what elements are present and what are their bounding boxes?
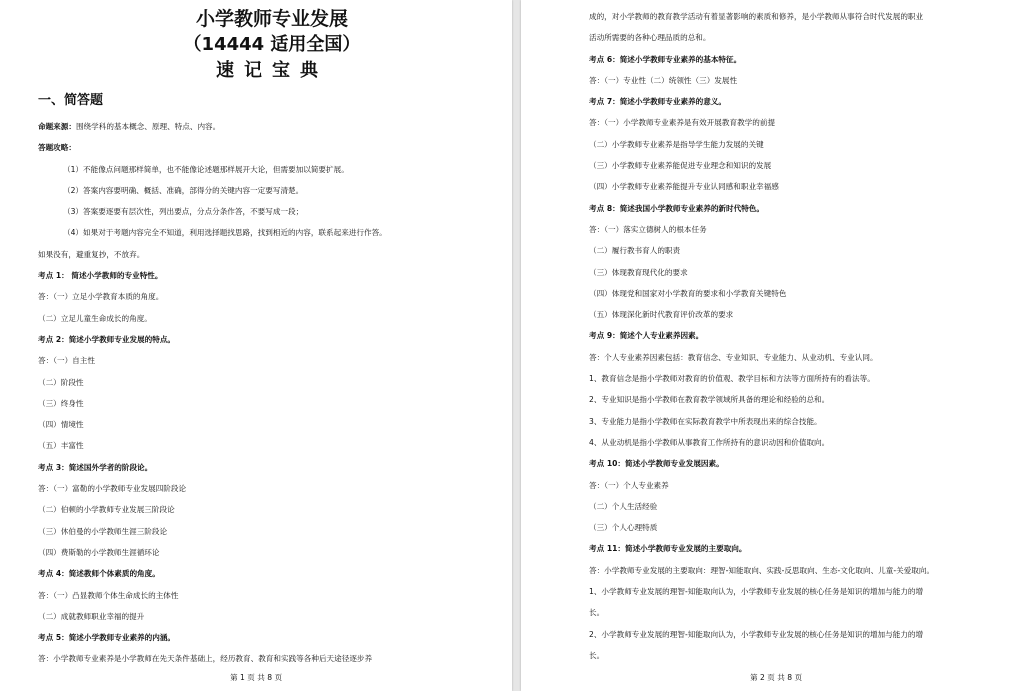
line-text: 4、从业动机是指小学教师从事教育工作所持有的意识动因和价值取向。 bbox=[589, 437, 830, 447]
line-text: 答：小学教师专业素养是小学教师在先天条件基础上，经历教育、教育和实践等各种后天途径逐步养 bbox=[38, 654, 373, 664]
line-text: 考点 10：简述小学教师专业发展因素。 bbox=[589, 459, 724, 469]
line-text: （三）体现教育现代化的要求 bbox=[589, 267, 688, 277]
line-text: 如果没有，避重复抄，不放弃。 bbox=[38, 249, 145, 259]
line-text: 2、专业知识是指小学教师在教育教学领域所具备的理论和经验的总和。 bbox=[589, 395, 830, 405]
text-line bbox=[38, 137, 506, 158]
document-title-suffix: 速记宝典 bbox=[216, 60, 328, 81]
text-line bbox=[589, 134, 1029, 155]
text-line bbox=[38, 478, 506, 499]
section-heading: 一、简答题 bbox=[38, 93, 104, 108]
text-line bbox=[38, 372, 506, 393]
text-line bbox=[38, 308, 506, 329]
text-line bbox=[589, 624, 1029, 645]
line-text: 答：（一）落实立德树人的根本任务 bbox=[589, 224, 707, 234]
line-text: 成的，对小学教师的教育教学活动有着显著影响的素质和修养，是小学教师从事符合时代发展的职业 bbox=[589, 12, 924, 21]
page-1-content bbox=[38, 6, 506, 670]
text-line bbox=[589, 112, 1029, 133]
text-line bbox=[589, 581, 1029, 602]
page-1-lines bbox=[38, 116, 506, 670]
question-heading bbox=[589, 198, 1029, 219]
line-text: 答：个人专业素养因素包括：教育信念、专业知识、专业能力、从业动机、专业认同。 bbox=[589, 352, 878, 362]
page-2-footer: 第 2 页 共 8 页 bbox=[749, 673, 803, 682]
line-text: 考点 9：简述个人专业素养因素。 bbox=[589, 331, 704, 341]
line-text: 1、小学教师专业发展的理智-知能取向认为，小学教师专业发展的核心任务是知识的增加与能力的增 bbox=[589, 587, 924, 597]
document-subtitle: （14444 适用全国） bbox=[183, 34, 361, 55]
question-heading bbox=[38, 265, 506, 286]
line-text: （二）个人生活经验 bbox=[589, 501, 658, 511]
line-text: （四）费斯勒的小学教师生涯循环论 bbox=[38, 547, 160, 557]
line-text: （三）个人心理特质 bbox=[589, 523, 658, 533]
text-line bbox=[589, 475, 1029, 496]
line-text: 答：小学教师专业发展的主要取向：理智-知能取向、实践-反思取向、生态-文化取向、儿童-关爱取向。 bbox=[589, 565, 935, 575]
text-line bbox=[589, 602, 1029, 623]
text-line bbox=[589, 389, 1029, 410]
text-line bbox=[589, 262, 1029, 283]
line-text: （四）体现党和国家对小学教育的要求和小学教育关键特色 bbox=[589, 288, 787, 298]
line-text: （二）伯顿的小学教师专业发展三阶段论 bbox=[38, 505, 175, 515]
text-line bbox=[589, 517, 1029, 538]
text-line bbox=[38, 542, 506, 563]
line-text: （2）答案内容要明确、概括、准确，部得分的关键内容一定要写清楚。 bbox=[63, 185, 304, 195]
line-label: 答题攻略： bbox=[38, 143, 76, 153]
line-text: （三）休伯曼的小学教师生涯三阶段论 bbox=[38, 526, 168, 536]
text-line bbox=[38, 222, 506, 243]
line-text: （4）如果对于考题内容完全不知道，利用选择题找思路，找到相近的内容，联系起来进行作答。 bbox=[63, 228, 387, 238]
line-text: （3）答案要逐要有层次性，列出要点，分点分条作答，不要写成一段； bbox=[63, 207, 304, 217]
line-text: 长。 bbox=[589, 608, 605, 618]
line-text: （三）终身性 bbox=[38, 398, 84, 408]
text-line bbox=[589, 240, 1029, 261]
text-line bbox=[38, 350, 506, 371]
document-title: 小学教师专业发展 bbox=[195, 8, 348, 30]
text-line bbox=[38, 180, 506, 201]
line-text: 考点 7：简述小学教师专业素养的意义。 bbox=[589, 97, 727, 107]
line-text: 考点 1： 简述小学教师的专业特性。 bbox=[38, 271, 163, 281]
line-text: 答：（一）小学教师专业素养是有效开展教育教学的前提 bbox=[589, 118, 776, 128]
line-text: 答：（一）立足小学教育本质的角度。 bbox=[38, 292, 164, 302]
line-label: 命题来源： bbox=[38, 122, 76, 131]
line-text: （二）成就教师职业幸福的提升 bbox=[38, 611, 145, 621]
page-2-content bbox=[589, 6, 1029, 666]
text-line bbox=[38, 393, 506, 414]
text-line bbox=[589, 432, 1029, 453]
text-line bbox=[589, 347, 1029, 368]
line-text: 答：（一）个人专业素养 bbox=[589, 480, 669, 490]
line-text: （二）阶段性 bbox=[38, 377, 84, 387]
text-line bbox=[38, 159, 506, 180]
text-line bbox=[38, 521, 506, 542]
line-text: （五）丰富性 bbox=[38, 441, 84, 451]
text-line bbox=[38, 116, 506, 137]
text-line bbox=[589, 304, 1029, 325]
text-line bbox=[589, 368, 1029, 389]
text-line bbox=[38, 286, 506, 307]
text-line bbox=[38, 201, 506, 222]
text-line bbox=[589, 70, 1029, 91]
text-line bbox=[589, 496, 1029, 517]
question-heading bbox=[589, 91, 1029, 112]
question-heading bbox=[589, 453, 1029, 474]
text-line bbox=[589, 411, 1029, 432]
text-line bbox=[38, 414, 506, 435]
page-2-lines bbox=[589, 6, 1029, 666]
text-line bbox=[589, 219, 1029, 240]
text-line bbox=[589, 155, 1029, 176]
line-text: 1、教育信念是指小学教师对教育的价值观、教学目标和方法等方面所持有的看法等。 bbox=[589, 374, 875, 384]
question-heading bbox=[589, 49, 1029, 70]
line-text: 考点 2：简述小学教师专业发展的特点。 bbox=[38, 334, 176, 344]
question-heading bbox=[38, 563, 506, 584]
line-text: 3、专业能力是指小学教师在实际教育教学中所表现出来的综合技能。 bbox=[589, 416, 822, 426]
line-text: 考点 3：简述国外学者的阶段论。 bbox=[38, 462, 153, 472]
line-text: 答：（一）凸显教师个体生命成长的主体性 bbox=[38, 590, 179, 600]
line-text: （二）履行教书育人的职责 bbox=[589, 246, 681, 256]
line-text: （四）情境性 bbox=[38, 420, 84, 430]
line-text: （五）体现深化新时代教育评价改革的要求 bbox=[589, 310, 734, 320]
question-heading bbox=[38, 329, 506, 350]
text-line bbox=[589, 645, 1029, 666]
text-line bbox=[589, 27, 1029, 48]
line-text: 考点 11：简述小学教师专业发展的主要取向。 bbox=[589, 544, 747, 554]
line-text: 考点 5：简述小学教师专业素养的内涵。 bbox=[38, 633, 176, 643]
text-line bbox=[38, 606, 506, 627]
line-text: 答：（一）富勒的小学教师专业发展四阶段论 bbox=[38, 484, 187, 494]
question-heading bbox=[38, 457, 506, 478]
question-heading bbox=[589, 325, 1029, 346]
line-text: （三）小学教师专业素养能促进专业理念和知识的发展 bbox=[589, 161, 772, 171]
line-text: 考点 8：简述我国小学教师专业素养的新时代特色。 bbox=[589, 203, 764, 213]
text-line bbox=[38, 648, 506, 669]
text-line bbox=[589, 176, 1029, 197]
line-text: 围绕学科的基本概念、原理、特点、内容。 bbox=[75, 122, 221, 131]
line-text: 2、小学教师专业发展的理智-知能取向认为，小学教师专业发展的核心任务是知识的增加与能力的增 bbox=[589, 629, 924, 639]
text-line bbox=[589, 560, 1029, 581]
line-text: （二）立足儿童生命成长的角度。 bbox=[38, 313, 152, 323]
line-text: 考点 6：简述小学教师专业素养的基本特征。 bbox=[589, 54, 742, 64]
text-line bbox=[589, 283, 1029, 304]
line-text: （1）不能像点问题那样简单，也不能像论述题那样展开大论，但需要加以简要扩展。 bbox=[63, 164, 349, 174]
question-heading bbox=[38, 627, 506, 648]
line-text: 答：（一）专业性（二）统领性（三）发展性 bbox=[589, 75, 738, 85]
line-text: 活动所需要的各种心理品质的总和。 bbox=[589, 33, 711, 43]
line-text: （四）小学教师专业素养能提升专业认同感和职业幸福感 bbox=[589, 182, 779, 192]
line-text: 长。 bbox=[589, 650, 605, 660]
text-line bbox=[38, 585, 506, 606]
page-2 bbox=[521, 0, 1031, 691]
page-1-footer: 第 1 页 共 8 页 bbox=[229, 673, 283, 682]
text-line bbox=[38, 435, 506, 456]
text-line bbox=[38, 244, 506, 265]
line-text: （二）小学教师专业素养是指导学生能力发展的关键 bbox=[589, 139, 764, 149]
question-heading bbox=[589, 538, 1029, 559]
text-line bbox=[38, 499, 506, 520]
page-1 bbox=[0, 0, 512, 691]
line-text: 考点 4：简述教师个体素质的角度。 bbox=[38, 569, 160, 579]
line-text: 答：（一）自主性 bbox=[38, 356, 95, 366]
text-line bbox=[589, 6, 1029, 27]
